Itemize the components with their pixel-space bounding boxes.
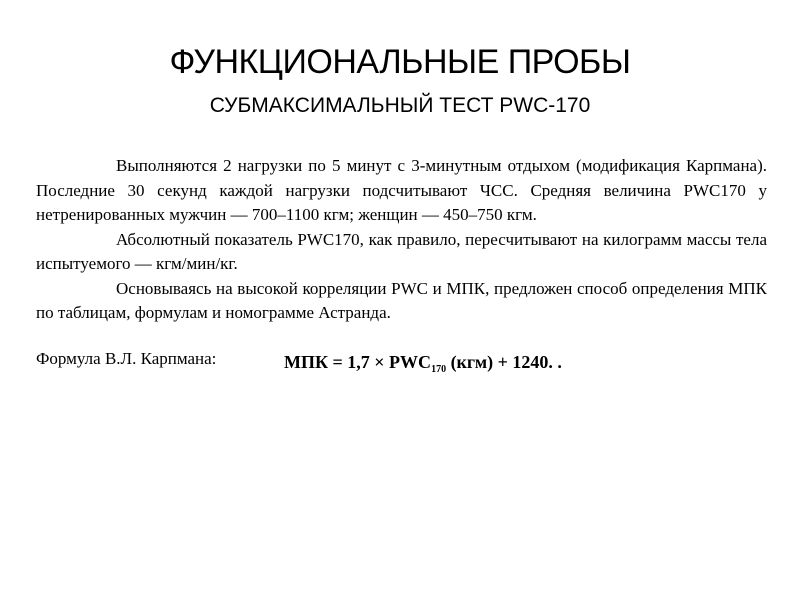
formula-rhs: (кгм) + 1240. . <box>446 352 562 372</box>
page-subtitle: СУБМАКСИМАЛЬНЫЙ ТЕСТ PWC-170 <box>209 94 591 117</box>
formula-label: Формула В.Л. Карпмана: <box>36 349 217 368</box>
page-title: ФУНКЦИОНАЛЬНЫЕ ПРОБЫ <box>169 43 631 81</box>
karpman-formula <box>284 350 562 382</box>
paragraph-absolute-index: Абсолютный показатель PWC170, как правило, пересчитывают на килограмм массы тела испытуемого — кгм/мин/кг. <box>36 229 767 273</box>
paragraph-procedure: Выполняются 2 нагрузки по 5 минут с 3-минутным отдыхом (модификация Карпмана). Последние 30 секунд каждой нагрузки подсчитывают ЧСС. Средняя величина PWC170 у нетренированных мужчин — 700–1100 кгм; женщин — 450–750 кгм. <box>36 156 767 224</box>
formula-subscript: 170 <box>431 364 447 375</box>
body-text <box>36 154 767 326</box>
formula-lhs: МПК = 1,7 × PWC <box>284 352 432 372</box>
paragraph-mpk-method: Основываясь на высокой корреляции PWC и МПК, предложен способ определения МПК по таблицам, формулам и номограмме Астранда. <box>36 278 767 322</box>
